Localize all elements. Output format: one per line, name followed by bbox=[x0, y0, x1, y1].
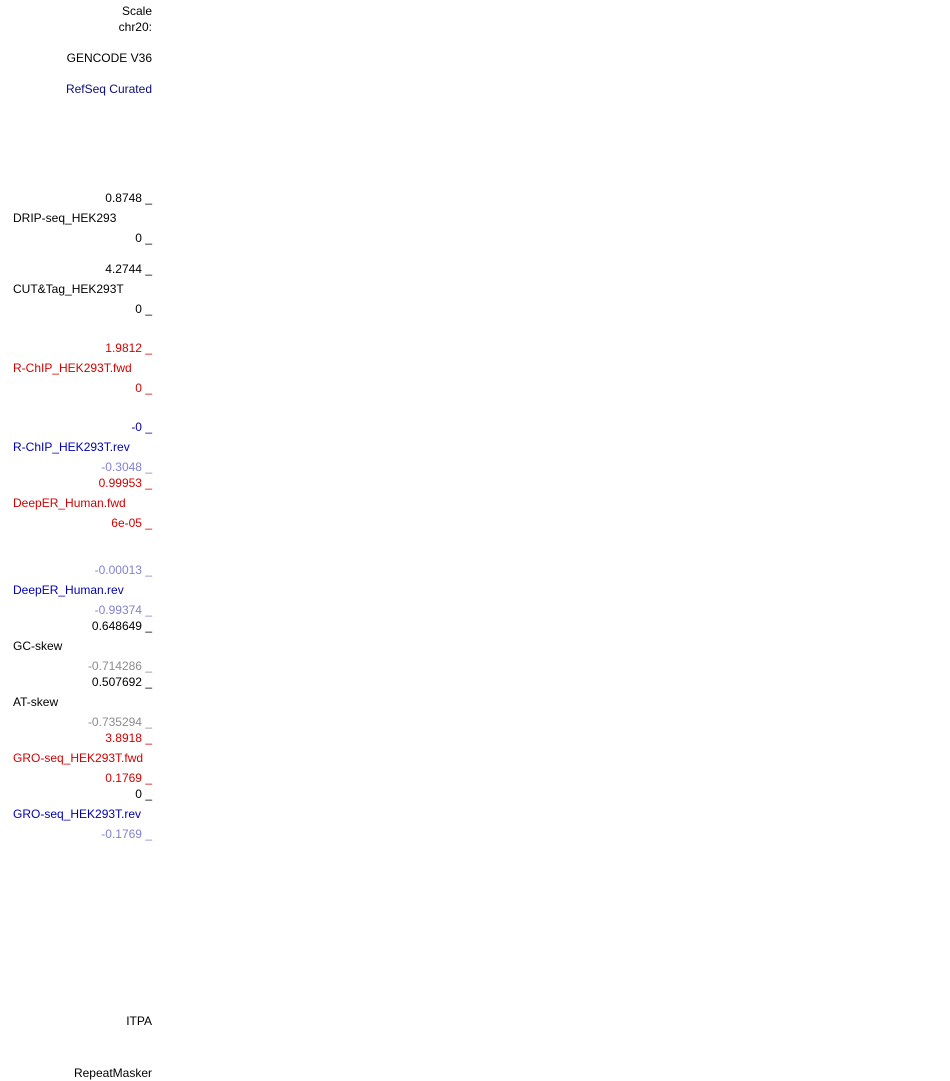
track-refseq-curated[interactable]: RefSeq Curated bbox=[65, 82, 152, 96]
drip-max-value: 0.8748 _ bbox=[105, 191, 152, 205]
at-skew-max-value: 0.507692 _ bbox=[92, 675, 152, 689]
track-gro-seq-rev[interactable]: GRO-seq_HEK293T.rev bbox=[13, 807, 142, 821]
rchip-rev-max-value: -0 _ bbox=[131, 420, 152, 434]
deeper-fwd-min-value: 6e-05 _ bbox=[111, 516, 152, 530]
track-gencode[interactable]: GENCODE V36 bbox=[66, 51, 152, 65]
track-rchip-fwd[interactable]: R-ChIP_HEK293T.fwd bbox=[13, 361, 132, 375]
track-deeper-rev[interactable]: DeepER_Human.rev bbox=[13, 583, 124, 597]
gc-skew-max-value: 0.648649 _ bbox=[92, 619, 152, 633]
at-skew-min-value: -0.735294 _ bbox=[88, 715, 152, 729]
gc-skew-min-value: -0.714286 _ bbox=[88, 659, 152, 673]
track-gc-skew[interactable]: GC-skew bbox=[13, 639, 63, 653]
track-repeatmasker[interactable]: RepeatMasker bbox=[73, 1066, 152, 1080]
rchip-fwd-min-value: 0 _ bbox=[135, 381, 152, 395]
drip-min-value: 0 _ bbox=[135, 231, 152, 245]
deeper-fwd-max-value: 0.99953 _ bbox=[99, 476, 152, 490]
cuttag-min-value: 0 _ bbox=[135, 302, 152, 316]
cuttag-max-value: 4.2744 _ bbox=[105, 262, 152, 276]
track-cut-tag[interactable]: CUT&Tag_HEK293T bbox=[13, 282, 124, 296]
track-drip-seq[interactable]: DRIP-seq_HEK293 bbox=[13, 211, 117, 225]
track-at-skew[interactable]: AT-skew bbox=[13, 695, 59, 709]
chromosome-label: chr20: bbox=[118, 20, 152, 34]
gro-rev-max-value: 0 _ bbox=[135, 787, 152, 801]
gene-label-itpa[interactable]: ITPA bbox=[126, 1014, 152, 1028]
track-label-panel bbox=[0, 0, 160, 1081]
gro-fwd-min-value: 0.1769 _ bbox=[105, 771, 152, 785]
track-gro-seq-fwd[interactable]: GRO-seq_HEK293T.fwd bbox=[13, 751, 144, 765]
rchip-fwd-max-value: 1.9812 _ bbox=[105, 341, 152, 355]
rchip-rev-min-value: -0.3048 _ bbox=[101, 460, 152, 474]
track-display-area[interactable] bbox=[160, 0, 950, 1081]
scale-label: Scale bbox=[121, 4, 152, 18]
deeper-rev-min-value: -0.99374 _ bbox=[95, 603, 152, 617]
deeper-rev-max-value: -0.00013 _ bbox=[95, 563, 152, 577]
track-rchip-rev[interactable]: R-ChIP_HEK293T.rev bbox=[13, 440, 130, 454]
track-deeper-fwd[interactable]: DeepER_Human.fwd bbox=[13, 496, 126, 510]
gro-rev-min-value: -0.1769 _ bbox=[101, 827, 152, 841]
gro-fwd-max-value: 3.8918 _ bbox=[105, 731, 152, 745]
